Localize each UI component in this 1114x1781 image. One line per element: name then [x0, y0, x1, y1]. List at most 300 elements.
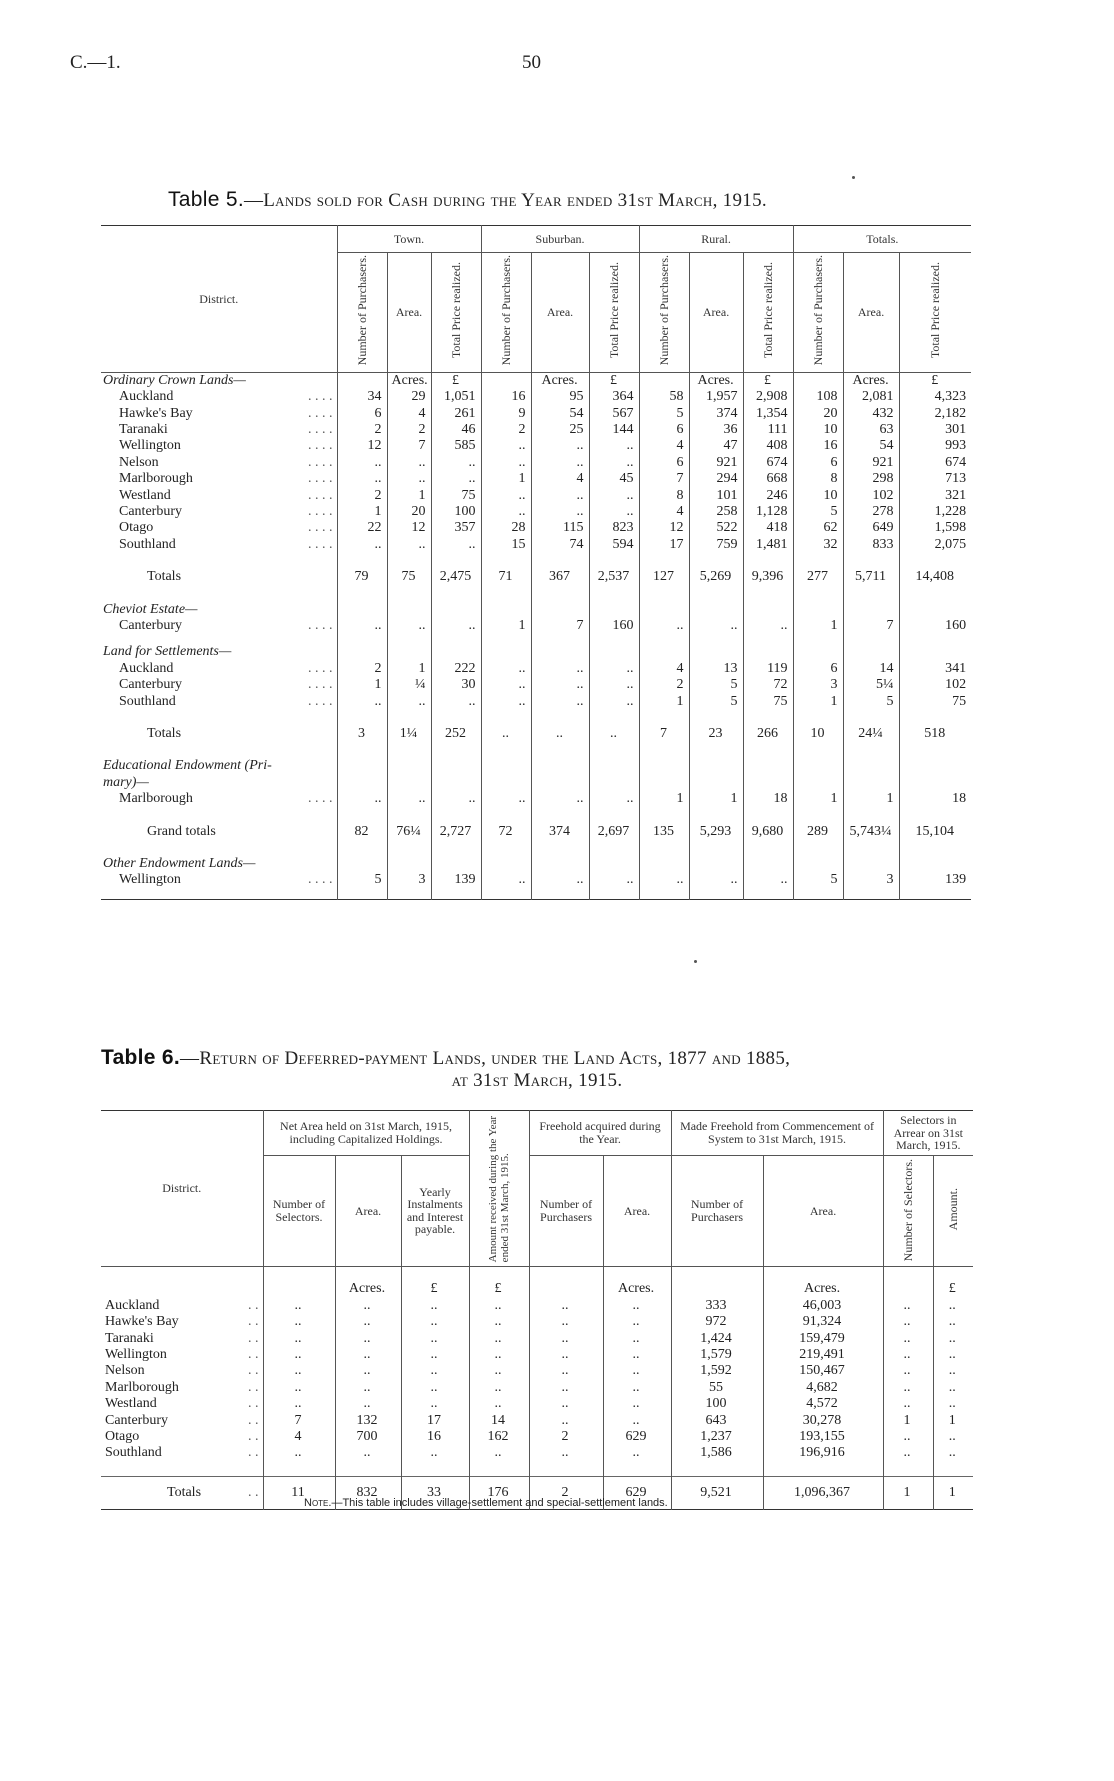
- spacer-cell: [431, 592, 481, 602]
- page-number: 50: [522, 52, 541, 73]
- value-cell: 921: [843, 455, 899, 471]
- value-cell: 100: [671, 1396, 763, 1412]
- value-cell: ..: [589, 488, 639, 504]
- empty-cell: [387, 856, 431, 872]
- value-cell: ..: [469, 1380, 529, 1396]
- table5-title: [168, 188, 767, 212]
- leader-dots: . . . .: [308, 389, 333, 405]
- value-cell: 1,228: [899, 504, 971, 520]
- spacer-cell: [843, 889, 899, 900]
- table6-subheader: Area.: [763, 1155, 883, 1267]
- value-cell: 321: [899, 488, 971, 504]
- spacer-cell: [337, 846, 387, 856]
- value-cell: 5: [843, 694, 899, 710]
- value-cell: 1¼: [387, 720, 431, 748]
- district-name: [101, 488, 337, 504]
- value-cell: ..: [401, 1298, 469, 1314]
- value-cell: ¼: [387, 677, 431, 693]
- value-cell: ..: [481, 791, 531, 807]
- value-cell: 1: [387, 488, 431, 504]
- value-cell: 45: [589, 471, 639, 487]
- value-cell: 34: [337, 389, 387, 405]
- spacer-row: [101, 846, 971, 856]
- table-row: [101, 1380, 973, 1396]
- section-heading-row: [101, 775, 971, 791]
- value-cell: ..: [589, 872, 639, 888]
- value-cell: ..: [603, 1331, 671, 1347]
- section-heading: Cheviot Estate—: [103, 601, 198, 617]
- value-cell: ..: [335, 1298, 401, 1314]
- value-cell: ..: [401, 1331, 469, 1347]
- totals-text: Totals: [147, 569, 182, 585]
- district-label-wrap: [105, 1429, 259, 1445]
- value-cell: ..: [603, 1298, 671, 1314]
- value-cell: 1,592: [671, 1363, 763, 1379]
- leader-dots: . . . .: [308, 471, 333, 487]
- value-cell: 594: [589, 537, 639, 553]
- table-row: [101, 438, 971, 454]
- value-cell: 5: [639, 406, 689, 422]
- empty-cell: [843, 856, 899, 872]
- vertical-label: Total Price realized.: [606, 262, 621, 359]
- spacer-cell: [401, 1462, 469, 1477]
- spacer-cell: [793, 710, 843, 720]
- district-label-wrap: [105, 1396, 259, 1412]
- value-cell: 22: [337, 520, 387, 536]
- value-cell: ..: [689, 618, 743, 634]
- value-cell: 2,081: [843, 389, 899, 405]
- district-name: [101, 471, 337, 487]
- value-cell: £: [589, 372, 639, 389]
- leader-dots: . .: [248, 1363, 259, 1379]
- value-cell: 700: [335, 1429, 401, 1445]
- value-cell: ..: [431, 791, 481, 807]
- value-cell: ..: [335, 1363, 401, 1379]
- table-row: [101, 1314, 973, 1330]
- district-name: [101, 438, 337, 454]
- empty-cell: [337, 758, 387, 774]
- value-cell: ..: [263, 1314, 335, 1330]
- value-cell: ..: [589, 504, 639, 520]
- spacer-cell: [589, 808, 639, 818]
- value-cell: ..: [263, 1396, 335, 1412]
- spacer-cell: [101, 846, 337, 856]
- district-label-wrap: [105, 1445, 259, 1461]
- value-cell: 63: [843, 422, 899, 438]
- empty-cell: [337, 644, 387, 660]
- value-cell: 4,323: [899, 389, 971, 405]
- table5-header-rural: Rural.: [639, 226, 793, 253]
- value-cell: ..: [531, 720, 589, 748]
- value-cell: 20: [793, 406, 843, 422]
- table-row: [101, 488, 971, 504]
- value-cell: ..: [589, 720, 639, 748]
- value-cell: ..: [883, 1380, 933, 1396]
- empty-cell: [639, 758, 689, 774]
- speck: [852, 176, 855, 179]
- value-cell: 1,481: [743, 537, 793, 553]
- empty-cell: [481, 602, 531, 618]
- empty-cell: [639, 602, 689, 618]
- value-cell: ..: [589, 661, 639, 677]
- district-label: Canterbury: [119, 503, 182, 519]
- empty-cell: [743, 644, 793, 660]
- value-cell: 374: [531, 818, 589, 846]
- spacer-cell: [589, 592, 639, 602]
- leader-dots: . .: [248, 1445, 259, 1461]
- empty-cell: [531, 602, 589, 618]
- spacer-cell: [431, 889, 481, 900]
- section-heading: Land for Settlements—: [103, 644, 232, 660]
- value-cell: 6: [793, 661, 843, 677]
- table-row: [101, 872, 971, 888]
- value-cell: 162: [469, 1429, 529, 1445]
- spacer-cell: [899, 846, 971, 856]
- value-cell: 4,682: [763, 1380, 883, 1396]
- value-cell: ..: [933, 1363, 973, 1379]
- leader-dots: . . . .: [308, 693, 333, 709]
- table6-caption-line1: —Return of Deferred-payment Lands, under the Land Acts, 1877 and 1885,: [180, 1048, 791, 1069]
- district-name: [101, 1429, 263, 1445]
- spacer-cell: [793, 748, 843, 758]
- leader-dots: . . . .: [308, 421, 333, 437]
- value-cell: ..: [529, 1413, 603, 1429]
- spacer-cell: [743, 889, 793, 900]
- spacer-cell: [689, 592, 743, 602]
- empty-cell: [431, 856, 481, 872]
- value-cell: ..: [337, 471, 387, 487]
- value-cell: 72: [481, 818, 531, 846]
- value-cell: 16: [401, 1429, 469, 1445]
- value-cell: 8: [793, 471, 843, 487]
- value-cell: 277: [793, 563, 843, 591]
- table6-header-district: District.: [101, 1111, 263, 1267]
- table-row: [101, 455, 971, 471]
- spacer-cell: [101, 553, 337, 563]
- value-cell: 294: [689, 471, 743, 487]
- leader-dots: . . . .: [308, 660, 333, 676]
- value-cell: 832: [335, 1476, 401, 1509]
- value-cell: ..: [335, 1380, 401, 1396]
- empty-cell: [531, 856, 589, 872]
- value-cell: ..: [481, 661, 531, 677]
- leader-dots: . .: [248, 1346, 259, 1362]
- spacer-cell: [335, 1462, 401, 1477]
- empty-cell: [843, 775, 899, 791]
- empty-cell: [689, 775, 743, 791]
- value-cell: 2,908: [743, 389, 793, 405]
- spacer-cell: [933, 1462, 973, 1477]
- value-cell: 2,475: [431, 563, 481, 591]
- district-label: Taranaki: [119, 421, 168, 437]
- value-cell: 246: [743, 488, 793, 504]
- section-heading: Other Endowment Lands—: [103, 856, 256, 872]
- spacer-row: [101, 634, 971, 644]
- empty-cell: [481, 758, 531, 774]
- value-cell: 364: [589, 389, 639, 405]
- spacer-cell: [431, 634, 481, 644]
- spacer-cell: [431, 553, 481, 563]
- value-cell: 30: [431, 677, 481, 693]
- value-cell: 2: [337, 661, 387, 677]
- empty-cell: [793, 775, 843, 791]
- value-cell: 79: [337, 563, 387, 591]
- value-cell: ..: [263, 1363, 335, 1379]
- empty-cell: [843, 602, 899, 618]
- spacer-cell: [639, 553, 689, 563]
- value-cell: 2: [337, 422, 387, 438]
- district-label-wrap: [119, 872, 333, 888]
- value-cell: 25: [531, 422, 589, 438]
- empty-cell: [431, 602, 481, 618]
- value-cell: 6: [639, 422, 689, 438]
- table5: [101, 225, 971, 900]
- value-cell: 144: [589, 422, 639, 438]
- table-row: [101, 471, 971, 487]
- table6-header-made-freehold: Made Freehold from Commencement of System to 31st March, 1915.: [671, 1111, 883, 1156]
- leader-dots: . .: [248, 1484, 259, 1500]
- value-cell: [883, 1267, 933, 1298]
- empty-cell: [337, 602, 387, 618]
- spacer-cell: [531, 710, 589, 720]
- empty-cell: [689, 856, 743, 872]
- value-cell: 17: [639, 537, 689, 553]
- spacer-cell: [481, 553, 531, 563]
- section-heading-row: [101, 372, 971, 389]
- value-cell: 1,579: [671, 1347, 763, 1363]
- table-row: [101, 677, 971, 693]
- value-cell: Acres.: [763, 1267, 883, 1298]
- value-cell: 10: [793, 422, 843, 438]
- value-cell: ..: [689, 872, 743, 888]
- value-cell: 101: [689, 488, 743, 504]
- table-row: [101, 389, 971, 405]
- value-cell: ..: [531, 661, 589, 677]
- value-cell: 14,408: [899, 563, 971, 591]
- value-cell: 518: [899, 720, 971, 748]
- value-cell: ..: [469, 1396, 529, 1412]
- empty-cell: [431, 775, 481, 791]
- table5-subheader: [899, 253, 971, 373]
- spacer-cell: [481, 808, 531, 818]
- value-cell: ..: [337, 618, 387, 634]
- value-cell: [529, 1267, 603, 1298]
- value-cell: 36: [689, 422, 743, 438]
- spacer-cell: [689, 748, 743, 758]
- value-cell: 222: [431, 661, 481, 677]
- value-cell: 1: [337, 677, 387, 693]
- empty-cell: [793, 602, 843, 618]
- table5-caption: —Lands sold for Cash during the Year ended 31st March, 1915.: [243, 190, 767, 211]
- value-cell: 629: [603, 1476, 671, 1509]
- value-cell: 1: [639, 694, 689, 710]
- spacer-cell: [337, 634, 387, 644]
- district-label-wrap: [119, 520, 333, 536]
- value-cell: 6: [337, 406, 387, 422]
- value-cell: ..: [431, 471, 481, 487]
- table5-header-row: [101, 226, 971, 253]
- value-cell: 1,128: [743, 504, 793, 520]
- empty-cell: [743, 758, 793, 774]
- district-label-wrap: [119, 488, 333, 504]
- value-cell: 102: [899, 677, 971, 693]
- totals-label-wrap: [167, 1485, 259, 1501]
- spacer-cell: [899, 553, 971, 563]
- value-cell: [639, 372, 689, 389]
- value-cell: 2: [337, 488, 387, 504]
- spacer-cell: [387, 748, 431, 758]
- empty-cell: [843, 758, 899, 774]
- district-name: [101, 661, 337, 677]
- leader-dots: . . . .: [308, 618, 333, 633]
- spacer-cell: [639, 808, 689, 818]
- value-cell: 4,572: [763, 1396, 883, 1412]
- value-cell: ..: [603, 1413, 671, 1429]
- value-cell: 4: [639, 504, 689, 520]
- value-cell: 15,104: [899, 818, 971, 846]
- spacer-cell: [387, 592, 431, 602]
- empty-cell: [743, 602, 793, 618]
- empty-cell: [899, 602, 971, 618]
- vertical-label: Number of Purchasers.: [810, 255, 825, 366]
- value-cell: 12: [337, 438, 387, 454]
- spacer-cell: [481, 846, 531, 856]
- spacer-cell: [481, 748, 531, 758]
- spacer-cell: [101, 710, 337, 720]
- table-row: [101, 1347, 973, 1363]
- value-cell: 1,354: [743, 406, 793, 422]
- value-cell: ..: [263, 1380, 335, 1396]
- leader-dots: . .: [248, 1379, 259, 1395]
- spacer-cell: [531, 889, 589, 900]
- value-cell: ..: [431, 694, 481, 710]
- district-label-wrap: [119, 422, 333, 438]
- value-cell: ..: [603, 1314, 671, 1330]
- value-cell: ..: [387, 791, 431, 807]
- value-cell: ..: [335, 1396, 401, 1412]
- spacer-cell: [689, 889, 743, 900]
- value-cell: 11: [263, 1476, 335, 1509]
- value-cell: 1,051: [431, 389, 481, 405]
- value-cell: ..: [481, 488, 531, 504]
- value-cell: 5,293: [689, 818, 743, 846]
- value-cell: 2,182: [899, 406, 971, 422]
- value-cell: 1: [933, 1476, 973, 1509]
- spacer-cell: [531, 592, 589, 602]
- empty-cell: [337, 856, 387, 872]
- value-cell: 1: [689, 791, 743, 807]
- spacer-cell: [793, 553, 843, 563]
- district-name: [101, 1298, 263, 1314]
- value-cell: £: [933, 1267, 973, 1298]
- value-cell: 258: [689, 504, 743, 520]
- empty-cell: [337, 775, 387, 791]
- value-cell: 333: [671, 1298, 763, 1314]
- value-cell: ..: [335, 1445, 401, 1461]
- value-cell: 408: [743, 438, 793, 454]
- value-cell: 54: [843, 438, 899, 454]
- table-row: [101, 504, 971, 520]
- spacer-cell: [689, 634, 743, 644]
- value-cell: ..: [883, 1298, 933, 1314]
- value-cell: ..: [401, 1445, 469, 1461]
- section-heading-row: [101, 758, 971, 774]
- value-cell: 759: [689, 537, 743, 553]
- table6-title: [101, 1046, 973, 1092]
- value-cell: 20: [387, 504, 431, 520]
- value-cell: ..: [387, 455, 431, 471]
- value-cell: 3: [337, 720, 387, 748]
- section-heading-row: [101, 602, 971, 618]
- value-cell: ..: [263, 1347, 335, 1363]
- spacer-cell: [899, 748, 971, 758]
- value-cell: 91,324: [763, 1314, 883, 1330]
- value-cell: Acres.: [387, 372, 431, 389]
- spacer-cell: [589, 710, 639, 720]
- value-cell: 2,727: [431, 818, 481, 846]
- value-cell: ..: [481, 455, 531, 471]
- value-cell: 3: [793, 677, 843, 693]
- table-row: [101, 694, 971, 710]
- value-cell: ..: [481, 438, 531, 454]
- table6-header-arrear: Selectors in Arrear on 31st March, 1915.: [883, 1111, 973, 1156]
- value-cell: 7: [639, 720, 689, 748]
- value-cell: 522: [689, 520, 743, 536]
- value-cell: 23: [689, 720, 743, 748]
- value-cell: ..: [743, 618, 793, 634]
- value-cell: ..: [387, 471, 431, 487]
- value-cell: 252: [431, 720, 481, 748]
- district-name: [101, 1347, 263, 1363]
- value-cell: 674: [899, 455, 971, 471]
- spacer-cell: [481, 592, 531, 602]
- value-cell: 1: [843, 791, 899, 807]
- value-cell: ..: [263, 1331, 335, 1347]
- spacer-cell: [337, 592, 387, 602]
- spacer-cell: [431, 846, 481, 856]
- value-cell: 9,396: [743, 563, 793, 591]
- value-cell: ..: [335, 1314, 401, 1330]
- spacer-cell: [843, 808, 899, 818]
- spacer-cell: [763, 1462, 883, 1477]
- district-label: Marlborough: [105, 1379, 179, 1395]
- value-cell: 1,096,367: [763, 1476, 883, 1509]
- table5-subheader: [589, 253, 639, 373]
- district-label: Southland: [119, 536, 176, 552]
- value-cell: Acres.: [843, 372, 899, 389]
- value-cell: ..: [431, 455, 481, 471]
- spacer-cell: [843, 748, 899, 758]
- value-cell: ..: [387, 618, 431, 634]
- value-cell: 32: [793, 537, 843, 553]
- grand-totals-text: Grand totals: [147, 823, 216, 839]
- value-cell: 82: [337, 818, 387, 846]
- value-cell: 139: [431, 872, 481, 888]
- value-cell: 1: [933, 1413, 973, 1429]
- value-cell: ..: [469, 1298, 529, 1314]
- empty-cell: [431, 758, 481, 774]
- district-label-wrap: [105, 1413, 259, 1429]
- empty-cell: [387, 758, 431, 774]
- spacer-cell: [793, 634, 843, 644]
- value-cell: 127: [639, 563, 689, 591]
- value-cell: ..: [531, 791, 589, 807]
- district-name: [101, 537, 337, 553]
- leader-dots: . . . .: [308, 438, 333, 454]
- value-cell: 115: [531, 520, 589, 536]
- empty-cell: [793, 856, 843, 872]
- empty-cell: [899, 856, 971, 872]
